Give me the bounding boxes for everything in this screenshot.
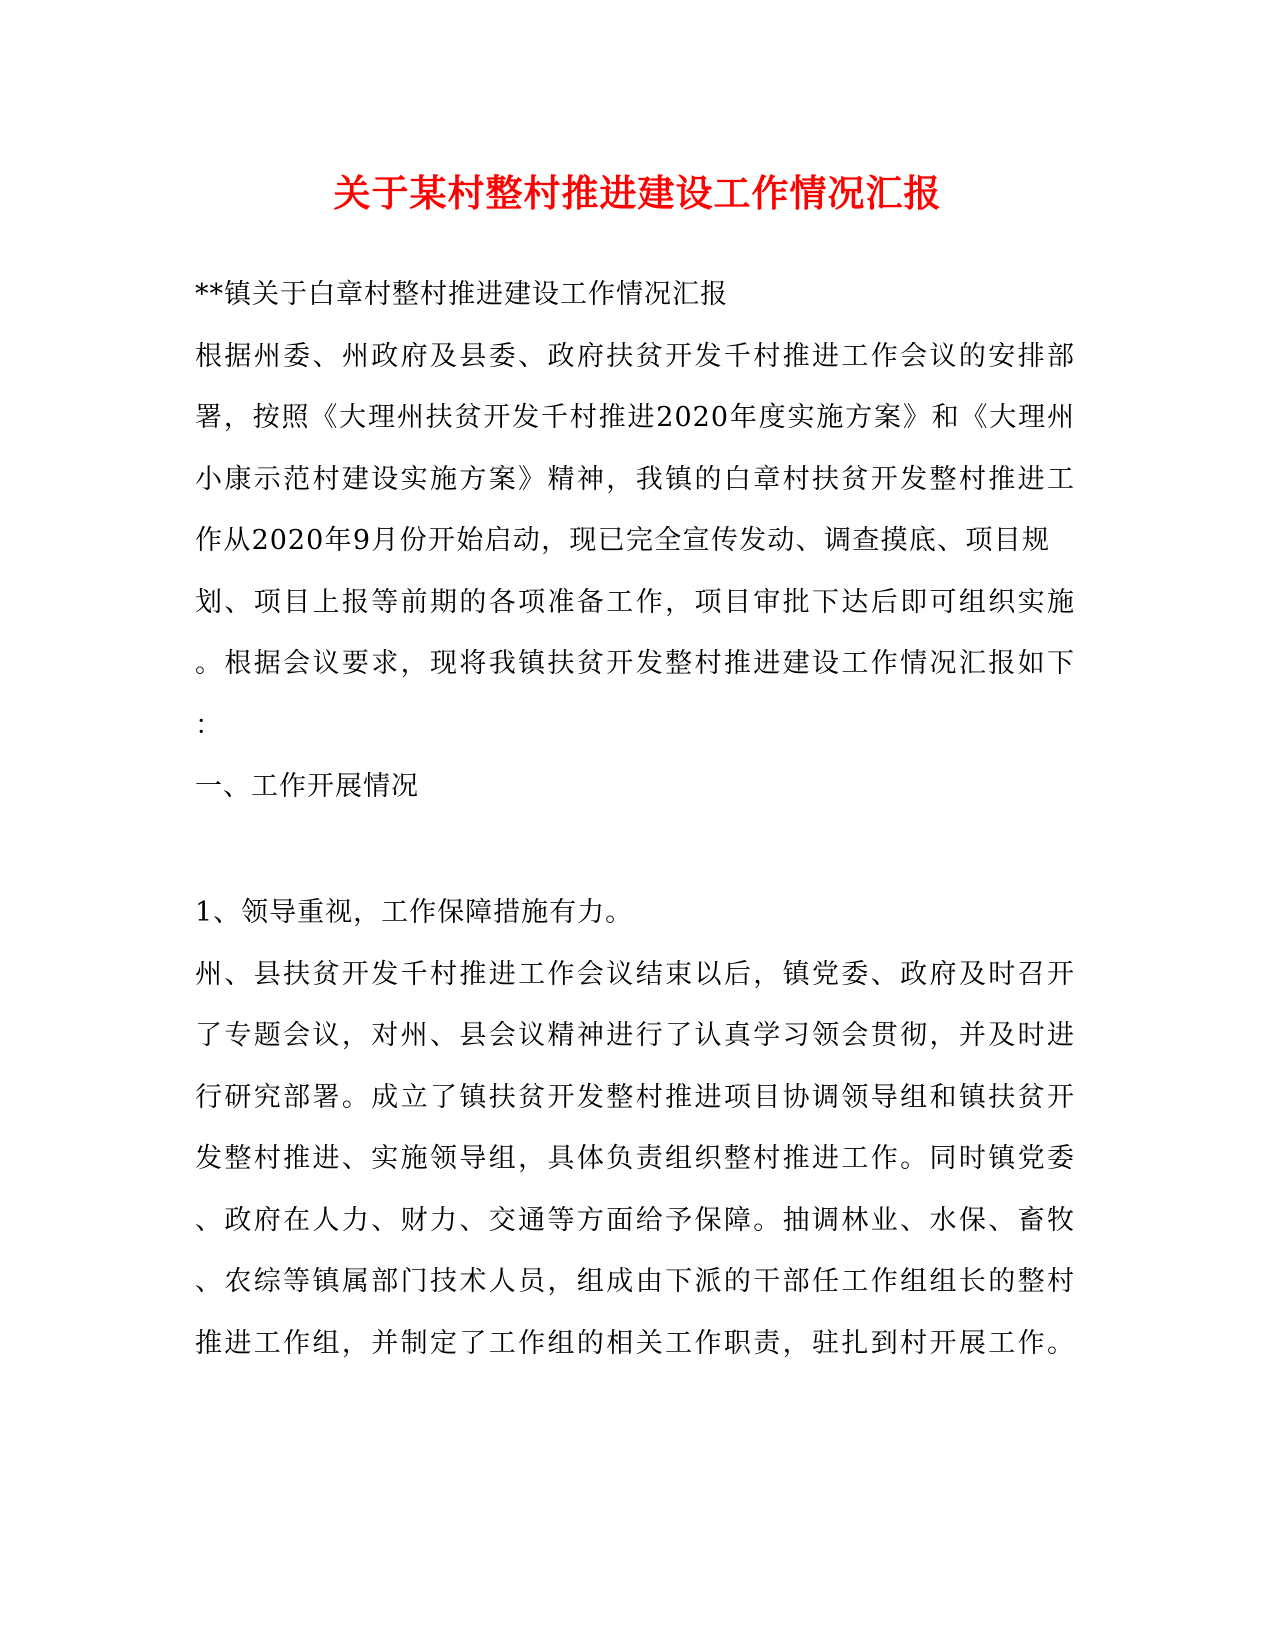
paragraph-line: ： (195, 710, 223, 741)
paragraph-line: 划、项目上报等前期的各项准备工作，项目审批下达后即可组织实施 (195, 587, 1075, 618)
paragraph-line: 、农综等镇属部门技术人员，组成由下派的干部任工作组组长的整村 (195, 1266, 1075, 1297)
paragraph-line: 了专题会议，对州、县会议精神进行了认真学习领会贯彻，并及时进 (195, 1020, 1075, 1051)
paragraph-line: 州、县扶贫开发千村推进工作会议结束以后，镇党委、政府及时召开 (195, 959, 1075, 990)
paragraph-line: 署，按照《大理州扶贫开发千村推进2020年度实施方案》和《大理州 (195, 402, 1075, 433)
document-title: 关于某村整村推进建设工作情况汇报 (333, 171, 942, 215)
subsection-heading: 1、领导重视，工作保障措施有力。 (195, 897, 634, 928)
paragraph-line: 。根据会议要求，现将我镇扶贫开发整村推进建设工作情况汇报如下 (195, 648, 1075, 679)
subtitle-line: **镇关于白章村整村推进建设工作情况汇报 (195, 279, 728, 310)
paragraph-line: 根据州委、州政府及县委、政府扶贫开发千村推进工作会议的安排部 (195, 341, 1075, 372)
paragraph-line: 推进工作组，并制定了工作组的相关工作职责，驻扎到村开展工作。 (195, 1328, 1075, 1359)
paragraph-line: 行研究部署。成立了镇扶贫开发整村推进项目协调领导组和镇扶贫开 (195, 1082, 1075, 1113)
paragraph-line: 小康示范村建设实施方案》精神，我镇的白章村扶贫开发整村推进工 (195, 464, 1075, 495)
paragraph-line: 发整村推进、实施领导组，具体负责组织整村推进工作。同时镇党委 (195, 1143, 1075, 1174)
paragraph-line: 作从2020年9月份开始启动，现已完全宣传发动、调查摸底、项目规 (195, 525, 1050, 556)
paragraph-line: 、政府在人力、财力、交通等方面给予保障。抽调林业、水保、畜牧 (195, 1205, 1075, 1236)
section-heading: 一、工作开展情况 (195, 771, 419, 802)
